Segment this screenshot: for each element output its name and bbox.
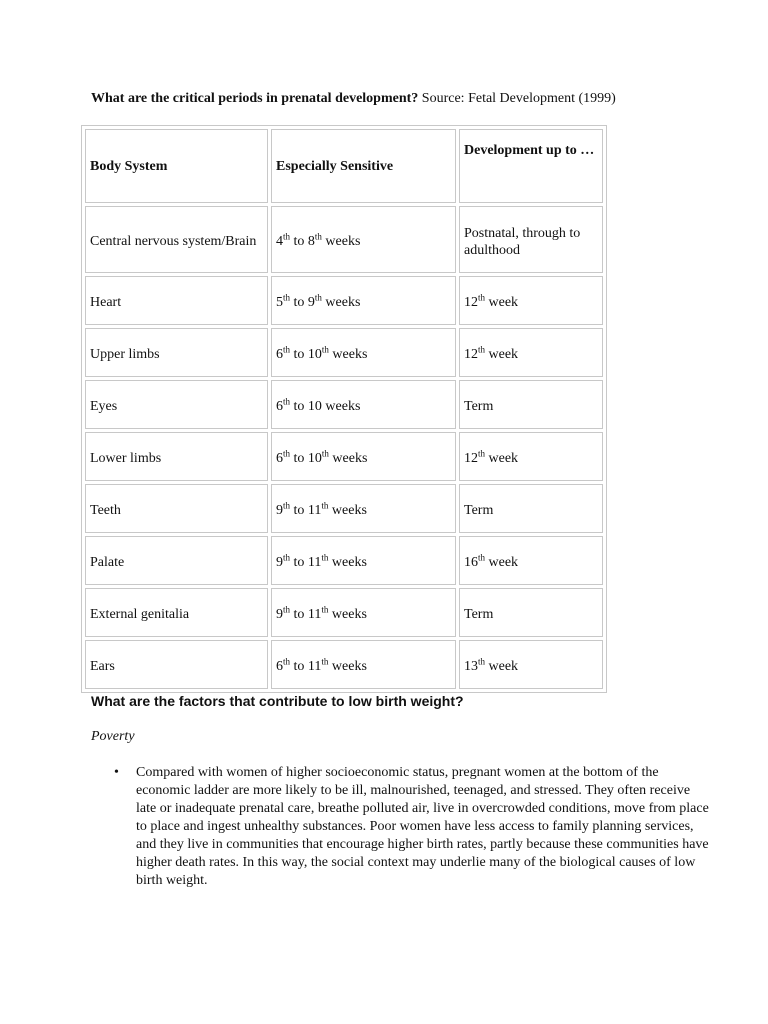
cell-body-system: Eyes bbox=[85, 380, 268, 429]
sensitive-text: to 9 bbox=[290, 295, 315, 310]
development-text: Term bbox=[464, 503, 494, 518]
development-text: 12 bbox=[464, 347, 478, 362]
sensitive-text: to 8 bbox=[290, 234, 315, 249]
table-row bbox=[85, 484, 603, 533]
ordinal-suffix: th bbox=[283, 231, 291, 242]
development-text: 13 bbox=[464, 659, 478, 674]
cell-development-up-to bbox=[459, 640, 603, 689]
ordinal-suffix: th bbox=[478, 552, 486, 563]
ordinal-suffix: th bbox=[283, 656, 291, 667]
table-row bbox=[85, 206, 603, 273]
heading-source: Source: Fetal Development (1999) bbox=[418, 91, 616, 106]
header-development-up-to: Development up to … bbox=[459, 129, 603, 203]
sensitive-text: 5 bbox=[276, 295, 283, 310]
sensitive-text: to 10 bbox=[290, 347, 322, 362]
cell-development-up-to bbox=[459, 432, 603, 481]
cell-body-system: Palate bbox=[85, 536, 268, 585]
cell-development-up-to bbox=[459, 276, 603, 325]
cell-especially-sensitive bbox=[271, 380, 456, 429]
table-header-row bbox=[85, 129, 603, 203]
ordinal-suffix: th bbox=[478, 344, 486, 355]
ordinal-suffix: th bbox=[321, 656, 329, 667]
ordinal-suffix: th bbox=[283, 448, 291, 459]
ordinal-suffix: th bbox=[314, 292, 322, 303]
development-text: week bbox=[485, 659, 519, 674]
ordinal-suffix: th bbox=[283, 344, 291, 355]
cell-especially-sensitive bbox=[271, 328, 456, 377]
development-text: Term bbox=[464, 399, 494, 414]
sensitive-text: 6 bbox=[276, 399, 283, 414]
sensitive-text: weeks bbox=[328, 503, 367, 518]
table-row bbox=[85, 328, 603, 377]
cell-body-system: Upper limbs bbox=[85, 328, 268, 377]
development-text: 12 bbox=[464, 451, 478, 466]
sensitive-text: weeks bbox=[321, 295, 361, 310]
cell-especially-sensitive bbox=[271, 536, 456, 585]
ordinal-suffix: th bbox=[283, 552, 291, 563]
cell-especially-sensitive bbox=[271, 640, 456, 689]
development-text: Term bbox=[464, 607, 494, 622]
cell-especially-sensitive bbox=[271, 484, 456, 533]
cell-development-up-to bbox=[459, 588, 603, 637]
sensitive-text: 9 bbox=[276, 607, 283, 622]
table-row bbox=[85, 276, 603, 325]
sensitive-text: 6 bbox=[276, 451, 283, 466]
cell-body-system: External genitalia bbox=[85, 588, 268, 637]
sensitive-text: to 10 bbox=[290, 451, 322, 466]
ordinal-suffix: th bbox=[321, 500, 329, 511]
ordinal-suffix: th bbox=[478, 656, 486, 667]
bullet-list bbox=[110, 764, 710, 890]
sensitive-text: to 11 bbox=[290, 607, 322, 622]
sensitive-text: weeks bbox=[328, 347, 368, 362]
header-body-system: Body System bbox=[85, 129, 268, 203]
cell-especially-sensitive bbox=[271, 432, 456, 481]
heading-question: What are the critical periods in prenatal development? bbox=[91, 91, 419, 106]
cell-body-system: Teeth bbox=[85, 484, 268, 533]
cell-especially-sensitive bbox=[271, 588, 456, 637]
section-subheading: Poverty bbox=[91, 729, 135, 744]
cell-development-up-to bbox=[459, 484, 603, 533]
ordinal-suffix: th bbox=[283, 604, 291, 615]
critical-periods-table bbox=[81, 125, 607, 693]
ordinal-suffix: th bbox=[321, 604, 329, 615]
ordinal-suffix: th bbox=[283, 500, 291, 511]
sensitive-text: weeks bbox=[328, 659, 367, 674]
ordinal-suffix: th bbox=[321, 552, 329, 563]
development-text: 12 bbox=[464, 295, 478, 310]
cell-development-up-to bbox=[459, 380, 603, 429]
ordinal-suffix: th bbox=[283, 396, 291, 407]
table-row bbox=[85, 432, 603, 481]
ordinal-suffix: th bbox=[321, 448, 329, 459]
sensitive-text: weeks bbox=[321, 234, 361, 249]
development-text: week bbox=[485, 451, 519, 466]
sensitive-text: weeks bbox=[328, 451, 368, 466]
cell-especially-sensitive bbox=[271, 206, 456, 273]
ordinal-suffix: th bbox=[478, 448, 486, 459]
sensitive-text: 9 bbox=[276, 503, 283, 518]
cell-body-system: Ears bbox=[85, 640, 268, 689]
ordinal-suffix: th bbox=[321, 344, 329, 355]
cell-development-up-to bbox=[459, 328, 603, 377]
cell-body-system: Lower limbs bbox=[85, 432, 268, 481]
section-question: What are the factors that contribute to low birth weight? bbox=[91, 693, 464, 709]
sensitive-text: to 10 weeks bbox=[290, 399, 361, 414]
table-row bbox=[85, 640, 603, 689]
development-text: week bbox=[485, 295, 519, 310]
development-text: 16 bbox=[464, 555, 478, 570]
cell-especially-sensitive bbox=[271, 276, 456, 325]
sensitive-text: to 11 bbox=[290, 555, 322, 570]
bullet-icon: • bbox=[114, 765, 119, 780]
ordinal-suffix: th bbox=[478, 292, 486, 303]
list-item-text: Compared with women of higher socioeconomic status, pregnant women at the bottom of the economic ladder are more likely to be ill, malnourished, teenaged, and stressed. They often receive late or inadequate prenatal care, breathe polluted air, live in overcrowded conditions, move from place to place and ingest unhealthy substances. Poor women have less access to family planning services, and they live in communities that encourage higher birth rates, partly because these communities have higher death rates. In this way, the social context may underlie many of the biological causes of low birth weight. bbox=[136, 765, 709, 888]
table-row bbox=[85, 588, 603, 637]
cell-development-up-to bbox=[459, 536, 603, 585]
sensitive-text: to 11 bbox=[290, 659, 322, 674]
header-especially-sensitive: Especially Sensitive bbox=[271, 129, 456, 203]
sensitive-text: weeks bbox=[328, 555, 367, 570]
table-row bbox=[85, 380, 603, 429]
sensitive-text: 6 bbox=[276, 347, 283, 362]
ordinal-suffix: th bbox=[314, 231, 322, 242]
sensitive-text: weeks bbox=[328, 607, 367, 622]
ordinal-suffix: th bbox=[283, 292, 291, 303]
sensitive-text: 6 bbox=[276, 659, 283, 674]
sensitive-text: to 11 bbox=[290, 503, 322, 518]
cell-body-system: Central nervous system/Brain bbox=[85, 206, 268, 273]
cell-development-up-to bbox=[459, 206, 603, 273]
development-text: week bbox=[485, 347, 519, 362]
list-item bbox=[110, 764, 710, 890]
sensitive-text: 4 bbox=[276, 234, 283, 249]
development-text: Postnatal, through to adulthood bbox=[464, 225, 581, 258]
development-text: week bbox=[485, 555, 519, 570]
sensitive-text: 9 bbox=[276, 555, 283, 570]
table-row bbox=[85, 536, 603, 585]
page-heading bbox=[91, 91, 616, 107]
cell-body-system: Heart bbox=[85, 276, 268, 325]
